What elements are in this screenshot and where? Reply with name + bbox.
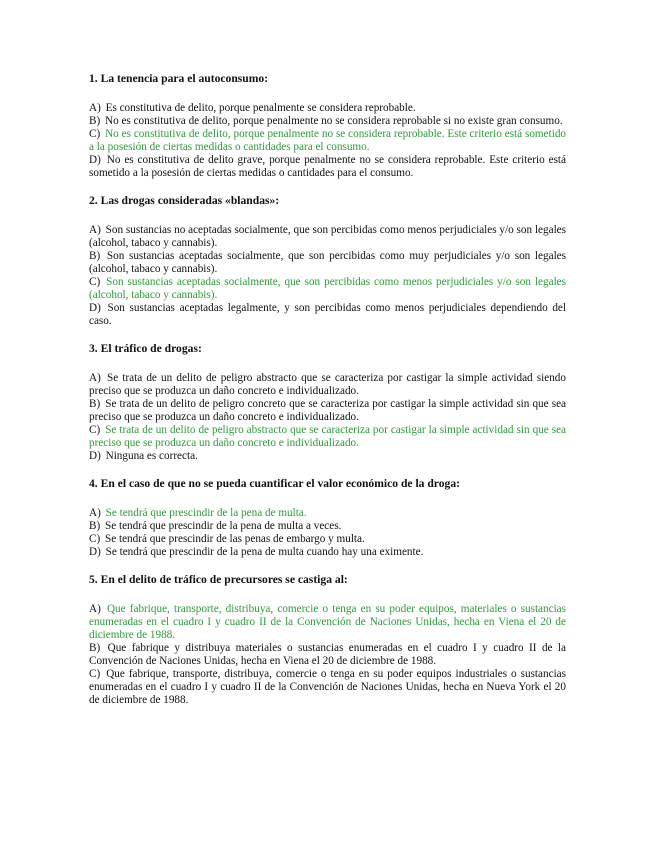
option-d: D) No es constitutiva de delito grave, porque penalmente no se considera reprobable. Este criterio está sometido a la posesión de ciertas medidas o cantidades para el consumo.: [89, 154, 566, 179]
option-b: B) No es constitutiva de delito, porque penalmente no se considera reprobable si no existe gran consumo.: [89, 115, 563, 127]
question-1: [89, 72, 566, 180]
question-title: 5. En el delito de tráfico de precursores se castiga al:: [89, 573, 348, 586]
option-c-correct: C) Se trata de un delito de peligro abstracto que se caracteriza por castigar la simple actividad sin que sea preciso que se produzca un daño concreto e individualizado.: [89, 424, 566, 449]
question-title: 1. La tenencia para el autoconsumo:: [89, 72, 269, 85]
question-title: 4. En el caso de que no se pueda cuantificar el valor económico de la droga:: [89, 477, 460, 490]
option-c-correct: C) No es constitutiva de delito, porque penalmente no se considera reprobable. Este criterio está sometido a la posesión de ciertas medidas o cantidades para el consumo.: [89, 128, 567, 153]
option-d: D) Ninguna es correcta.: [89, 450, 198, 462]
option-b: B) Se trata de un delito de peligro concreto que se caracteriza por castigar la simple actividad sin que sea preciso que se produzca un daño concreto e individualizado.: [89, 398, 566, 423]
option-b: B) Son sustancias aceptadas socialmente, que son percibidas como muy perjudiciales y/o son legales (alcohol, tabaco y cannabis).: [89, 250, 566, 275]
option-a: A) Se trata de un delito de peligro abstracto que se caracteriza por castigar la simple actividad siendo preciso que se produzca un daño concreto e individualizado.: [89, 372, 566, 397]
option-a: A) Son sustancias no aceptadas socialmente, que son percibidas como menos perjudiciales y/o son legales (alcohol, tabaco y cannabis).: [89, 224, 567, 249]
question-2: [89, 194, 566, 328]
option-d: D) Son sustancias aceptadas legalmente, y son percibidas como menos perjudiciales dependiendo del caso.: [89, 302, 567, 327]
option-a: A) Es constitutiva de delito, porque penalmente se considera reprobable.: [89, 102, 416, 114]
option-b: B) Se tendrá que prescindir de la pena de multa a veces.: [89, 520, 342, 532]
question-title: 3. El tráfico de drogas:: [89, 342, 202, 355]
option-c: C) Se tendrá que prescindir de las penas de embargo y multa.: [89, 533, 365, 545]
option-a-correct: A) Que fabrique, transporte, distribuya, comercie o tenga en su poder equipos, materiales o sustancias enumeradas en el cuadro I y cuadro II de la Convención de Naciones Unidas, hecha en Viena el 20 de diciembre de 1988.: [89, 603, 567, 641]
option-a-correct: A) Se tendrá que prescindir de la pena de multa.: [89, 507, 307, 519]
question-title: 2. Las drogas consideradas «blandas»:: [89, 194, 280, 207]
option-c: C) Que fabrique, transporte, distribuya, comercie o tenga en su poder equipos industriales o sustancias enumeradas en el cuadro I y cuadro II de la Convención de Naciones Unidas, hecha en Nueva York el 20 de diciembre de 1988.: [89, 668, 566, 706]
question-3: [89, 342, 566, 463]
question-5: [89, 573, 566, 707]
option-c-correct: C) Son sustancias aceptadas socialmente, que son percibidas como menos perjudiciales y/o son legales (alcohol, tabaco y cannabis).: [89, 276, 566, 301]
option-b: B) Que fabrique y distribuya materiales o sustancias enumeradas en el cuadro I y cuadro II de la Convención de Naciones Unidas, hecha en Viena el 20 de diciembre de 1988.: [89, 642, 567, 667]
option-d: D) Se tendrá que prescindir de la pena de multa cuando hay una eximente.: [89, 546, 424, 558]
question-4: [89, 477, 566, 559]
